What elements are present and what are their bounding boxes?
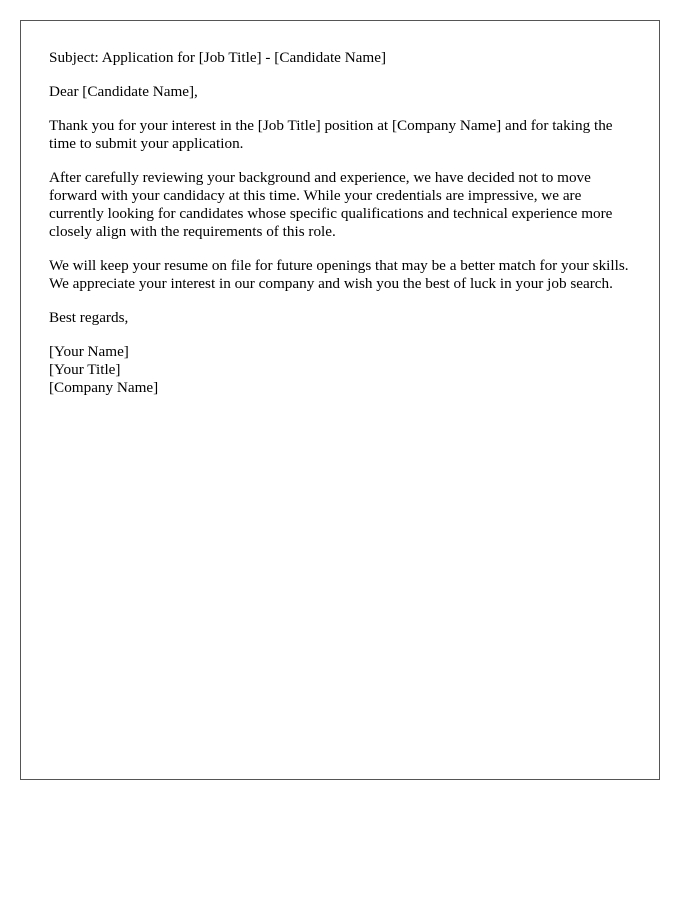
letter-paragraph-future: We will keep your resume on file for future openings that may be a better match for your skills. We appreciate your interest in our company and wish you the best of luck in your job search.	[49, 257, 629, 292]
signature-name: [Your Name]	[49, 343, 129, 360]
letter-greeting: Dear [Candidate Name],	[49, 83, 198, 100]
letter-paragraph-decision: After carefully reviewing your background and experience, we have decided not to move forward with your candidacy at this time. While your credentials are impressive, we are currently looking for candidates whose specific qualifications and technical experience more closely align with the requirements of this role.	[49, 169, 613, 240]
letter-paragraph-thanks: Thank you for your interest in the [Job Title] position at [Company Name] and for taking the time to submit your application.	[49, 117, 613, 152]
letter-subject: Subject: Application for [Job Title] - [Candidate Name]	[49, 49, 387, 66]
signature-block	[49, 343, 631, 397]
letter-closing: Best regards,	[49, 309, 129, 326]
letter-body	[49, 49, 631, 413]
signature-title: [Your Title]	[49, 361, 121, 378]
letter-frame	[20, 20, 660, 780]
signature-company: [Company Name]	[49, 379, 159, 396]
